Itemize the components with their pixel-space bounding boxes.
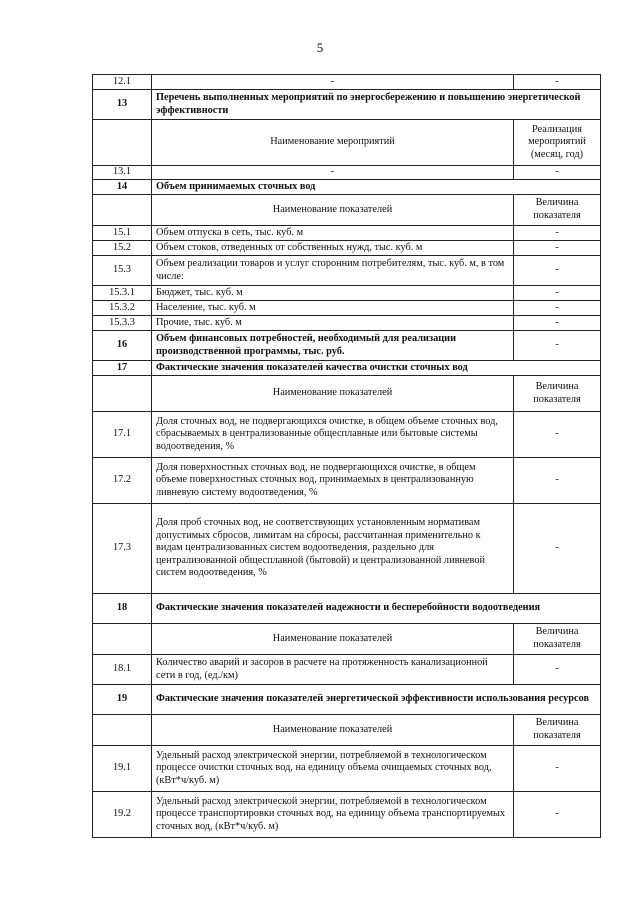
column-header-value: Величина показателя	[514, 624, 601, 655]
table-row	[93, 286, 601, 301]
row-text: Количество аварий и засоров в расчете на протяженность канализационной сети в год, (ед./км)	[152, 655, 514, 685]
row-value: -	[514, 331, 601, 361]
header-row	[93, 376, 601, 412]
row-number: 15.3	[93, 256, 152, 286]
header-row	[93, 120, 601, 166]
column-header-value: Величина показателя	[514, 376, 601, 412]
indicators-table	[92, 74, 601, 838]
table-row	[93, 746, 601, 792]
row-number: 13.1	[93, 166, 152, 180]
section-title: Фактические значения показателей энергетической эффективности использования ресурсов	[152, 685, 601, 715]
section-title: Фактические значения показателей надежности и бесперебойности водоотведения	[152, 594, 601, 624]
row-value: -	[514, 458, 601, 504]
row-number: 18.1	[93, 655, 152, 685]
row-number: 15.3.1	[93, 286, 152, 301]
table-row	[93, 241, 601, 256]
row-number: 15.2	[93, 241, 152, 256]
row-value: -	[514, 75, 601, 90]
table-row	[93, 792, 601, 838]
row-value: -	[514, 655, 601, 685]
header-row	[93, 624, 601, 655]
row-value: -	[514, 301, 601, 316]
row-value: -	[514, 792, 601, 838]
section-row	[93, 331, 601, 361]
section-row	[93, 594, 601, 624]
table-row	[93, 75, 601, 90]
section-title: Перечень выполненных мероприятий по энергосбережению и повышению энергетической эффективности	[152, 90, 601, 120]
row-value: -	[514, 746, 601, 792]
section-number: 16	[93, 331, 152, 361]
header-row	[93, 715, 601, 746]
page-number: 5	[316, 40, 324, 55]
column-header-name: Наименование показателей	[152, 715, 514, 746]
column-header-value: Величина показателя	[514, 195, 601, 226]
section-title: Объем финансовых потребностей, необходимый для реализации производственной программы, тыс. руб.	[152, 331, 514, 361]
row-text: Объем реализации товаров и услуг сторонним потребителям, тыс. куб. м, в том числе:	[152, 256, 514, 286]
section-number: 18	[93, 594, 152, 624]
row-number: 12.1	[93, 75, 152, 90]
section-number: 14	[93, 180, 152, 195]
section-number: 17	[93, 361, 152, 376]
column-header-value: Реализация мероприятий (месяц, год)	[514, 120, 601, 166]
table-row	[93, 412, 601, 458]
column-header-name: Наименование мероприятий	[152, 120, 514, 166]
section-row	[93, 90, 601, 120]
row-text: -	[152, 75, 514, 90]
section-row	[93, 685, 601, 715]
row-number: 17.3	[93, 504, 152, 594]
row-value: -	[514, 241, 601, 256]
row-text: Удельный расход электрической энергии, потребляемой в технологическом процессе транспортировки сточных вод, на единицу объема транспортируемых сточных вод, (кВт*ч/куб. м)	[152, 792, 514, 838]
table-row	[93, 226, 601, 241]
row-value: -	[514, 286, 601, 301]
row-number: 15.3.3	[93, 316, 152, 331]
row-text: -	[152, 166, 514, 180]
section-number: 13	[93, 90, 152, 120]
column-header-value: Величина показателя	[514, 715, 601, 746]
row-text: Доля сточных вод, не подвергающихся очистке, в общем объеме сточных вод, сбрасываемых в централизованные общесплавные или бытовые системы водоотведения, %	[152, 412, 514, 458]
header-row	[93, 195, 601, 226]
row-value: -	[514, 256, 601, 286]
table-row	[93, 458, 601, 504]
table-row	[93, 166, 601, 180]
row-value: -	[514, 226, 601, 241]
row-number: 17.2	[93, 458, 152, 504]
table-row	[93, 504, 601, 594]
section-title: Объем принимаемых сточных вод	[152, 180, 601, 195]
table-row	[93, 301, 601, 316]
column-header-name: Наименование показателей	[152, 195, 514, 226]
row-text: Объем стоков, отведенных от собственных нужд, тыс. куб. м	[152, 241, 514, 256]
section-number: 19	[93, 685, 152, 715]
table-row	[93, 655, 601, 685]
row-value: -	[514, 166, 601, 180]
table-row	[93, 316, 601, 331]
row-text: Прочие, тыс. куб. м	[152, 316, 514, 331]
row-text: Бюджет, тыс. куб. м	[152, 286, 514, 301]
row-number: 19.2	[93, 792, 152, 838]
row-text: Доля проб сточных вод, не соответствующих установленным нормативам допустимых сбросов, лимитам на сбросы, рассчитанная применительно к видам централизованных систем водоотведения, раздельно для централизованной общесплавной (бытовой) и централизованной ливневой систем водоотведения, %	[152, 504, 514, 594]
section-row	[93, 361, 601, 376]
row-number: 15.1	[93, 226, 152, 241]
column-header-name: Наименование показателей	[152, 624, 514, 655]
section-row	[93, 180, 601, 195]
row-text: Объем отпуска в сеть, тыс. куб. м	[152, 226, 514, 241]
row-number: 19.1	[93, 746, 152, 792]
column-header-name: Наименование показателей	[152, 376, 514, 412]
row-text: Доля поверхностных сточных вод, не подвергающихся очистке, в общем объеме поверхностных сточных вод, принимаемых в централизованную ливневую систему водоотведения, %	[152, 458, 514, 504]
row-value: -	[514, 504, 601, 594]
section-title: Фактические значения показателей качества очистки сточных вод	[152, 361, 601, 376]
row-text: Население, тыс. куб. м	[152, 301, 514, 316]
row-value: -	[514, 412, 601, 458]
table-row	[93, 256, 601, 286]
row-number: 17.1	[93, 412, 152, 458]
row-value: -	[514, 316, 601, 331]
row-number: 15.3.2	[93, 301, 152, 316]
row-text: Удельный расход электрической энергии, потребляемой в технологическом процессе очистки сточных вод, на единицу объема очищаемых сточных вод, (кВт*ч/куб. м)	[152, 746, 514, 792]
